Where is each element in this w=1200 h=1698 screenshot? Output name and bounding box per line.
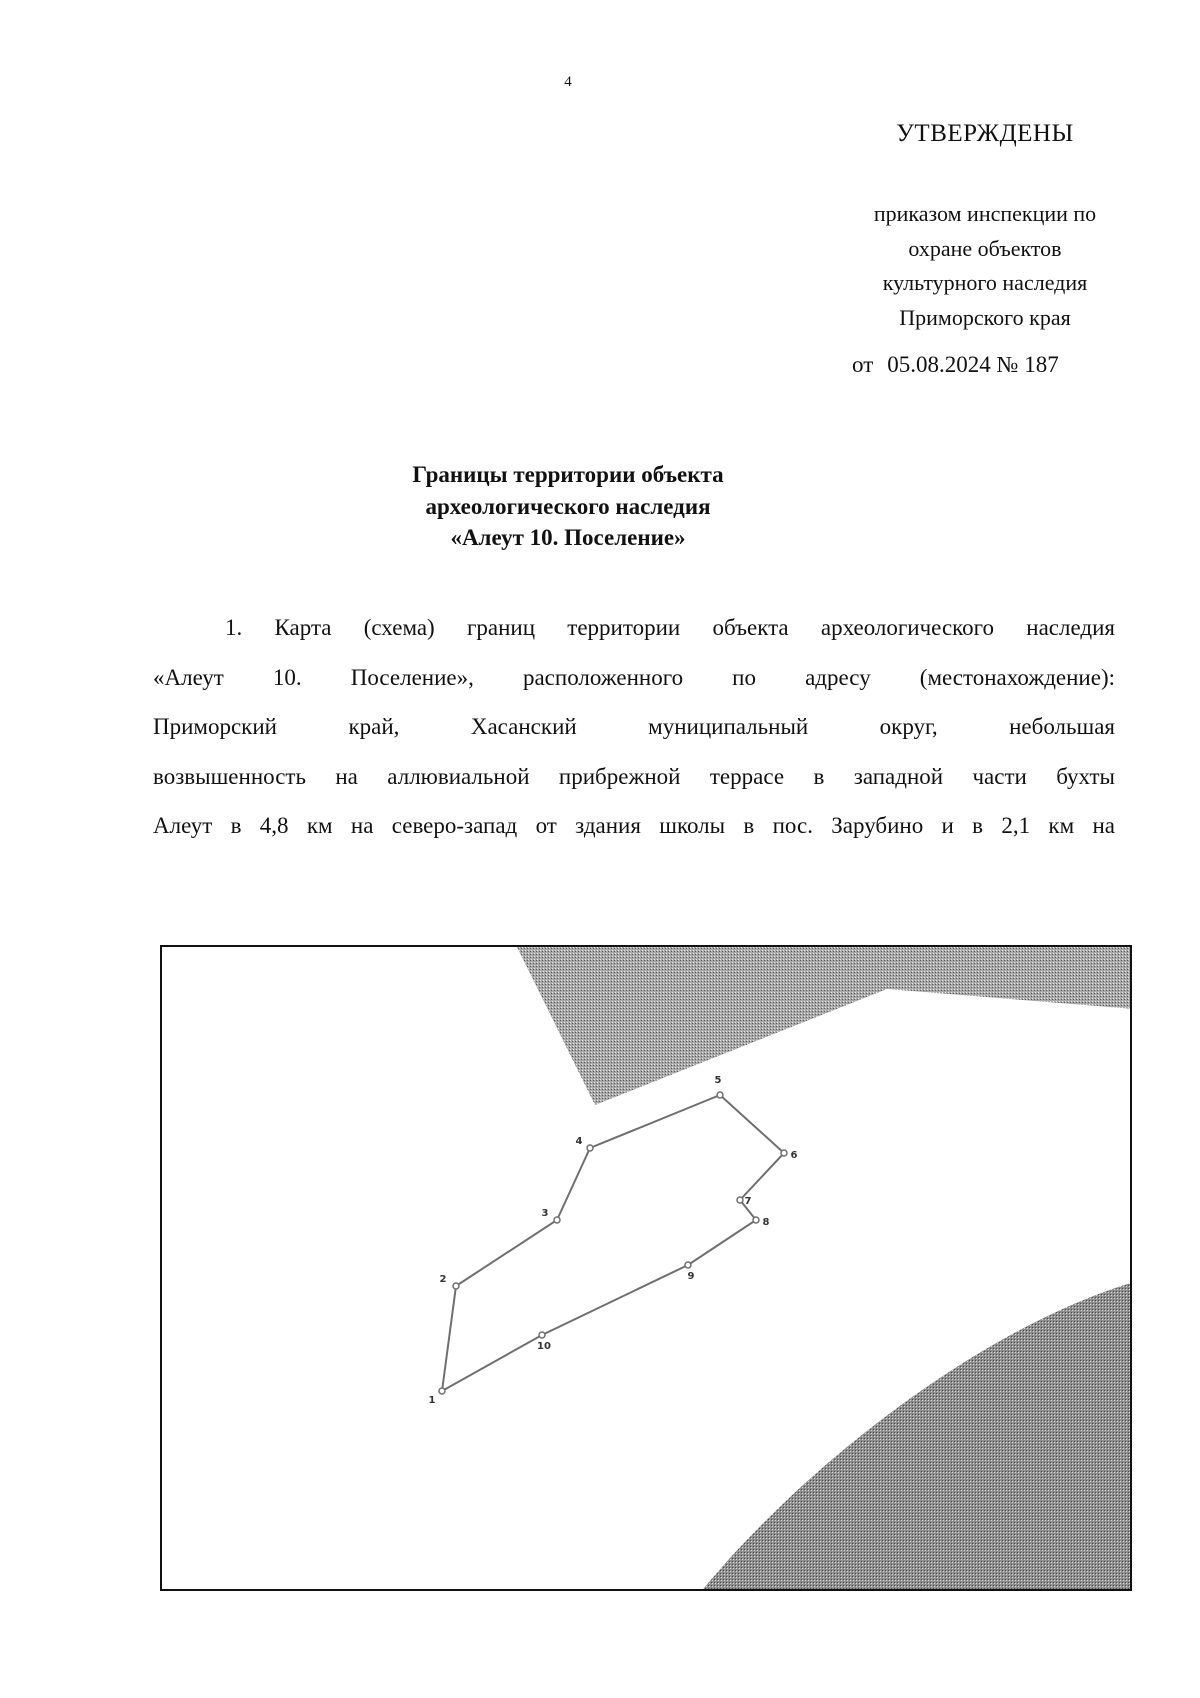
boundary-point-marker <box>685 1262 691 1268</box>
approval-stamp-title: УТВЕРЖДЕНЫ <box>896 120 1074 147</box>
document-title <box>0 459 1136 554</box>
document-title-line: археологического наследия <box>425 493 711 519</box>
boundary-point-marker <box>554 1217 560 1223</box>
boundary-point-marker <box>737 1197 743 1203</box>
boundary-point-marker <box>439 1388 445 1394</box>
document-title-line: Границы территории объекта <box>412 462 724 487</box>
boundary-point-marker <box>587 1145 593 1151</box>
approval-stamp-body <box>835 197 1135 335</box>
boundary-point-marker <box>717 1092 723 1098</box>
boundary-point-label: 9 <box>687 1271 695 1282</box>
boundary-point-marker <box>453 1283 459 1289</box>
body-line: 1. Карта (схема) границ территории объекта археологического наследия <box>225 615 1115 640</box>
document-title-line: «Алеут 10. Поселение» <box>450 525 686 550</box>
approval-line: охране объектов <box>908 235 1062 261</box>
boundary-point-label: 8 <box>762 1217 770 1228</box>
boundary-line <box>439 1095 784 1391</box>
boundary-point-label: 7 <box>744 1196 752 1207</box>
approval-line: Приморского края <box>899 304 1071 330</box>
boundary-point-label: 2 <box>439 1274 447 1285</box>
boundary-point-label: 5 <box>714 1075 722 1086</box>
boundary-point-marker <box>539 1332 545 1338</box>
boundary-map-svg <box>162 947 1132 1591</box>
boundary-point-marker <box>781 1150 787 1156</box>
boundary-point-label: 4 <box>575 1136 583 1147</box>
approval-date-prefix: от <box>852 352 874 377</box>
boundary-map <box>160 945 1132 1591</box>
boundary-point-marker <box>753 1217 759 1223</box>
boundary-point-label: 3 <box>541 1208 549 1219</box>
body-line: Алеут в 4,8 км на северо-запад от здания школы в пос. Зарубино и в 2,1 км на <box>153 813 1115 838</box>
boundary-point-label: 1 <box>428 1395 436 1406</box>
approval-line: приказом инспекции по <box>873 201 1097 226</box>
boundary-points <box>429 1075 798 1406</box>
water-area <box>517 947 1132 1105</box>
body-paragraph <box>153 603 1115 851</box>
boundary-point-label: 10 <box>537 1341 551 1352</box>
page-number: 4 <box>564 74 572 90</box>
body-line: Приморский край, Хасанский муниципальный округ, небольшая <box>153 714 1115 739</box>
approval-line: культурного наследия <box>882 270 1088 295</box>
approval-date-value: 05.08.2024 № 187 <box>887 352 1059 377</box>
boundary-point-label: 6 <box>790 1150 798 1161</box>
body-line: «Алеут 10. Поселение», расположенного по адресу (местонахождение): <box>153 664 1115 690</box>
body-line: возвышенность на аллювиальной прибрежной террасе в западной части бухты <box>153 763 1115 789</box>
land-area <box>700 1282 1132 1591</box>
approval-date <box>852 352 1059 378</box>
